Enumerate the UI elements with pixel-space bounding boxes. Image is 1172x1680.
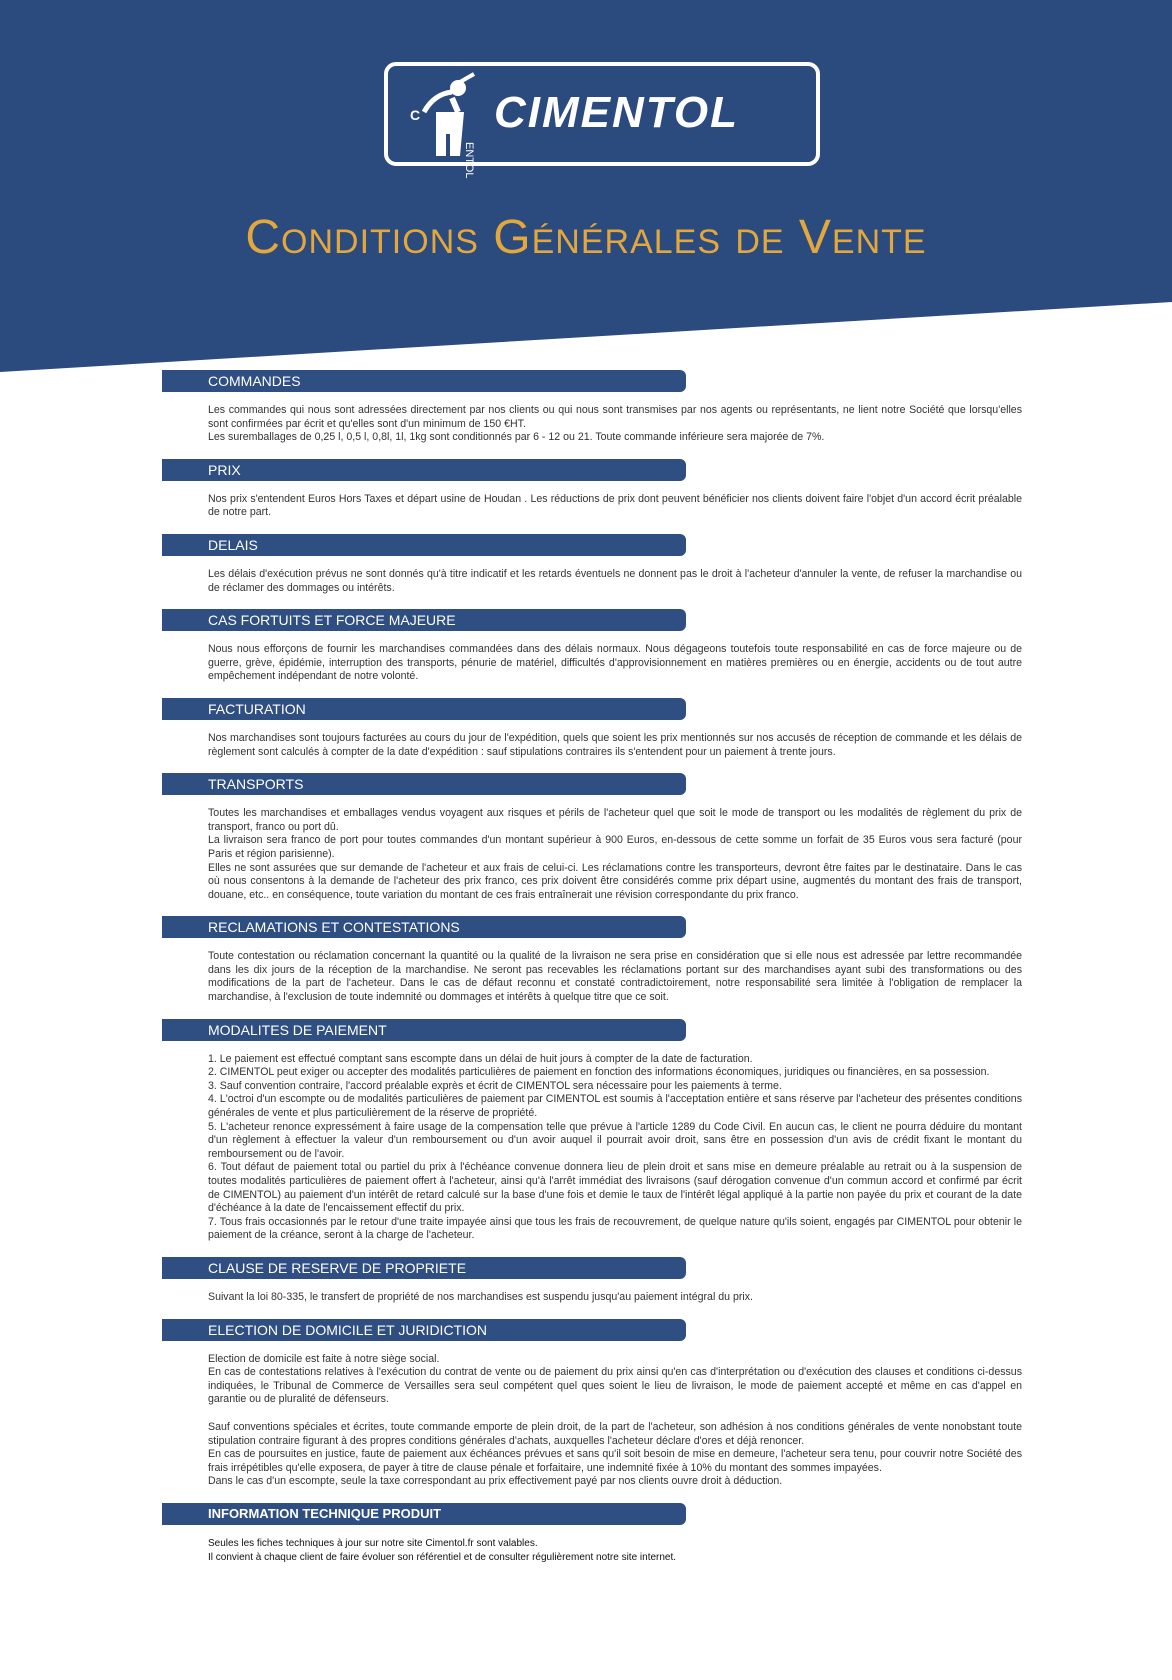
paragraph: Nos marchandises sont toujours facturées au cours du jour de l'expédition, quels que soient les prix mentionnés sur nos accusés de réception de commande et les délais de règlement sont calculés à compter de la date d'expédition : sauf stipulations contraires ils s'entendent pour un paiement à trente jours. — [208, 731, 1022, 758]
section-body — [162, 1279, 1022, 1305]
section-body — [162, 481, 1022, 520]
paragraph: 7. Tous frais occasionnés par le retour d'une traite impayée ainsi que tous les frais de recouvrement, de quelque nature qu'ils soient, engagés par CIMENTOL pour obtenir le paiement de la créance, seront à la charge de l'acheteur. — [208, 1215, 1022, 1242]
paragraph: Dans le cas d'un escompte, seule la taxe correspondant au prix effectivement payé par nos clients ouvre droit à déduction. — [208, 1475, 783, 1488]
section-clause-de-reserve-de-propriete — [162, 1257, 1022, 1305]
paragraph: Nos prix s'entendent Euros Hors Taxes et départ usine de Houdan . Les réductions de prix dont peuvent bénéficier nos clients doivent faire l'objet d'un accord écrit préalable de notre part. — [208, 492, 1022, 519]
section-header: ELECTION DE DOMICILE ET JURIDICTION — [162, 1319, 686, 1341]
section-election-de-domicile-et-juridiction — [162, 1319, 1022, 1489]
section-cas-fortuits-et-force-majeure — [162, 609, 1022, 684]
paragraph: Nous nous efforçons de fournir les marchandises commandées dans des délais normaux. Nous dégageons toutefois toute responsabilité en cas de force majeure ou de guerre, grève, épidémie, interruption des transports, pénurie de matériel, difficultés d'approvisionnement en matières premières ou en énergie, accidents ou de tout autre empêchement indépendant de notre volonté. — [208, 643, 1022, 683]
paragraph-gap — [208, 1407, 1022, 1421]
section-body — [162, 392, 1022, 445]
section-header: CAS FORTUITS ET FORCE MAJEURE — [162, 609, 686, 631]
paragraph: En cas de contestations relatives à l'exécution du contrat de vente ou de paiement du prix ainsi qu'en cas d'interprétation ou d'exécution des clauses et conditions ci-dessus indiquées, le Tribunal de Commerce de Versailles sera seul compétent quel ques soient le lieu de livraison, le mode de paiement accepté et même en cas d'appel en garantie ou de pluralité de défenseurs. — [208, 1366, 1022, 1406]
section-header: PRIX — [162, 459, 686, 481]
paragraph: 1. Le paiement est effectué comptant sans escompte dans un délai de huit jours à compter de la date de facturation. — [208, 1052, 753, 1065]
worker-figure-icon — [404, 72, 494, 179]
svg-text:C: C — [410, 107, 421, 123]
section-reclamations-et-contestations — [162, 916, 1022, 1004]
cimentol-logo — [384, 62, 820, 179]
paragraph: Les délais d'exécution prévus ne sont donnés qu'à titre indicatif et les retards éventuels ne donnent pas le droit à l'acheteur d'annuler la vente, de refuser la marchandise ou de réclamer des dommages ou intérêts. — [208, 567, 1022, 594]
paragraph: Elles ne sont assurées que sur demande de l'acheteur et aux frais de celui-ci. Les réclamations contre les transporteurs, devront être faites par le destinataire. Dans le cas où nous consentons à la demande de l'acheteur des prix franco, ces prix doivent être considérés comme prix départ usine, augmentés du montant des frais de transport, douane, etc.. en conséquence, toute variation du montant de ces frais entraînerait une révision correspondante du prix franco. — [208, 861, 1022, 901]
paragraph: Les suremballages de 0,25 l, 0,5 l, 0,8l, 1l, 1kg sont conditionnés par 6 - 12 ou 21. Toute commande inférieure sera majorée de 7%. — [208, 431, 825, 444]
section-body — [162, 720, 1022, 759]
section-header: MODALITES DE PAIEMENT — [162, 1019, 686, 1041]
paragraph: En cas de poursuites en justice, faute de paiement aux échéances prévues et sans qu'il soit besoin de mise en demeure, l'acheteur sera tenu, pour couvrir notre Société des frais irrépétibles qu'elle exposera, de payer à titre de clause pénale et forfaitaire, une indemnité fixée à 10% du montant des sommes impayées. — [208, 1448, 1022, 1474]
paragraph: Sauf conventions spéciales et écrites, toute commande emporte de plein droit, de la part de l'acheteur, son adhésion à nos conditions générales de vente nonobstant toute stipulation contraire figurant à des propres conditions générales d'achats, auxquelles l'acheteur déclare d'ores et déjà renoncer. — [208, 1420, 1022, 1447]
page-title: Conditions Générales de Vente — [245, 211, 927, 264]
paragraph: 6. Tout défaut de paiement total ou partiel du prix à l'échéance convenue donnera lieu de plein droit et sans mise en demeure préalable au retrait ou à la suspension de toutes modalités particulières de paiement offert à l'acheteur, ainsi qu'à l'arrêt immédiat des livraisons (sauf dérogation convenue d'un commun accord et confirmé par écrit de CIMENTOL) au paiement d'un intérêt de retard calculé sur la base d'une fois et demie le taux de l'intérêt légal appliqué à la partie non payée du prix et courant de la date d'échéance à la date de l'encaissement effectif du prix. — [208, 1161, 1022, 1215]
section-header: DELAIS — [162, 534, 686, 556]
section-body — [162, 795, 1022, 902]
section-header: TRANSPORTS — [162, 773, 686, 795]
section-header: COMMANDES — [162, 370, 686, 392]
section-header: CLAUSE DE RESERVE DE PROPRIETE — [162, 1257, 686, 1279]
section-body — [162, 631, 1022, 684]
section-header: RECLAMATIONS ET CONTESTATIONS — [162, 916, 686, 938]
section-facturation — [162, 698, 1022, 759]
section-commandes — [162, 370, 1022, 445]
paragraph: 4. L'octroi d'un escompte ou de modalités particulières de paiement par CIMENTOL est soumis à l'acceptation entière et sans réserve par l'acheteur des présentes conditions générales de vente et plus particulièrement de la réserve de propriété. — [208, 1093, 1022, 1120]
svg-text:ENTOL: ENTOL — [463, 142, 475, 179]
paragraph: Toute contestation ou réclamation concernant la quantité ou la qualité de la livraison ne sera prise en considération que si elle nous est adressée par lettre recommandée dans les dix jours de la réception de la marchandise. Ne seront pas recevables les réclamations portant sur des marchandises ayant subi des transformations ou des modifications de la part de l'acheteur. Dans le cas de défaut reconnu et constaté contradictoirement, notre responsabilité sera limitée à l'obligation de remplacer la marchandise, à l'exclusion de toute indemnité ou dommages et intérêts à quelque titre que ce soit. — [208, 950, 1022, 1004]
section-information-technique-produit — [162, 1503, 1022, 1564]
section-body — [162, 556, 1022, 595]
section-body — [162, 1341, 1022, 1489]
paragraph: La livraison sera franco de port pour toutes commandes d'un montant supérieur à 900 Euros, en-dessous de cette somme un forfait de 35 Euros vous sera facturé (pour Paris et région parisienne). — [208, 834, 1022, 860]
conditions-content — [162, 370, 1022, 1578]
paragraph: 3. Sauf convention contraire, l'accord préalable exprès et écrit de CIMENTOL sera nécessaire pour les paiements à terme. — [208, 1079, 782, 1092]
section-body — [162, 938, 1022, 1004]
section-body — [162, 1525, 1022, 1564]
section-prix — [162, 459, 1022, 520]
section-header: FACTURATION — [162, 698, 686, 720]
paragraph: Election de domicile est faite à notre siège social. — [208, 1352, 440, 1365]
section-modalites-de-paiement — [162, 1019, 1022, 1243]
paragraph: 5. L'acheteur renonce expressément à faire usage de la compensation telle que prévue à l'article 1289 du Code Civil. En aucun cas, le client ne pourra déduire du montant d'un règlement à effectuer la valeur d'un remboursement ou d'un avoir auquel il pourrait avoir droit, sans être en possession d'un avis de crédit fixant le montant du remboursement ou de l'avoir. — [208, 1120, 1022, 1160]
paragraph: Il convient à chaque client de faire évoluer son référentiel et de consulter régulièrement notre site internet. — [208, 1551, 677, 1563]
section-delais — [162, 534, 1022, 595]
header-background — [0, 0, 1172, 380]
brand-name: CIMENTOL — [494, 88, 739, 137]
section-header: INFORMATION TECHNIQUE PRODUIT — [162, 1503, 686, 1525]
paragraph: 2. CIMENTOL peut exiger ou accepter des modalités particulières de paiement en fonction des informations économiques, juridiques ou financières, en sa possession. — [208, 1066, 990, 1079]
paragraph: Suivant la loi 80-335, le transfert de propriété de nos marchandises est suspendu jusqu'au paiement intégral du prix. — [208, 1290, 753, 1303]
section-body — [162, 1041, 1022, 1243]
paragraph: Seules les fiches techniques à jour sur notre site Cimentol.fr sont valables. — [208, 1537, 538, 1549]
paragraph: Toutes les marchandises et emballages vendus voyagent aux risques et périls de l'acheteur quel que soit le mode de transport ou les modalités de règlement du prix de transport, franco ou port dû. — [208, 807, 1022, 833]
paragraph: Les commandes qui nous sont adressées directement par nos clients ou qui nous sont transmises par nos agents ou représentants, ne lient notre Société que lorsqu'elles sont confirmées par écrit et qu'elles sont d'un minimum de 150 €HT. — [208, 404, 1022, 430]
section-transports — [162, 773, 1022, 902]
